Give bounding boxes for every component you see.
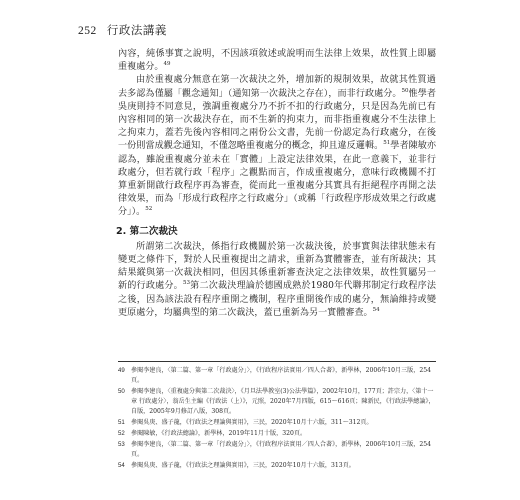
page-number: 252 <box>78 25 97 37</box>
footnote-ref[interactable]: 53 <box>182 280 190 287</box>
footnote-ref[interactable]: 49 <box>163 61 171 68</box>
footnote-ref[interactable]: 51 <box>383 140 391 147</box>
section-heading: 2. 第二次裁決 <box>116 225 178 237</box>
footnote: 49 參閱李建良，〈第二篇、第一章「行政處分」〉，《行政程序法實用／四人合著》，新學林，2006年10月三版，254頁。 <box>118 367 431 384</box>
footnote: 50 參閱李建良，〈重複處分與第二次裁決〉，《月旦法學教室(3)公法學篇》，2002年10月，177頁；許宗力，〈第十一章 行政處分〉，翁岳生主編《行政法（上）》，元照，2020年7月四版，615～616頁；陳新民，《行政法學總論》，自版，2005年9月修訂八版，308頁。 <box>118 388 435 415</box>
footnote-divider <box>118 361 436 362</box>
footnote: 51 參閱吳庚、盛子龍，《行政法之理論與實用》，三民，2020年10月十六版，311～312頁。 <box>118 419 373 426</box>
footnote: 52 參閱陳敏，《行政法總論》，新學林，2019年11月十版，320頁。 <box>118 430 307 437</box>
footnote-ref[interactable]: 50 <box>401 87 409 94</box>
page-header <box>78 22 167 38</box>
footnotes <box>118 366 436 472</box>
paragraph: 內容，純係事實之說明，不因該項敘述或說明而生法律上效果，故性質上即屬重複處分。$^{49}$ <box>118 49 436 73</box>
footnote: 54 參閱吳庚、盛子龍，《行政法之理論與實用》，三民，2020年10月十六版，313頁。 <box>118 462 355 469</box>
paragraph: 所謂第二次裁決，係指行政機關於第一次裁決後，於事實與法律狀態未有變更之條件下，對於人民重複提出之請求，重新為實體審查，並有所裁決；其結果縱與第一次裁決相同，但因其係重新審查決定之法律效果，故性質屬另一新的行政處分。$^{53}$第二次裁決理論於德國成熟於1980年代聯邦制定行政程序法之後，因為該法設有程序重開之機制，程序重開後作成的處分，無論維持或變更原處分，均屬典型的第二次裁決，蓋已重新為另一實體審查。$^{54}$ <box>118 241 436 318</box>
footnote-ref[interactable]: 54 <box>372 306 380 313</box>
footnote-ref[interactable]: 52 <box>145 206 153 213</box>
footnote: 53 參閱李建良，〈第二篇、第一章「行政處分」〉，《行政程序法實用／四人合著》，新學林，2006年10月三版，254頁。 <box>118 441 431 458</box>
main-text <box>118 48 436 320</box>
book-title: 行政法講義 <box>106 23 167 37</box>
paragraph: 由於重複處分無意在第一次裁決之外，增加新的規制效果，故就其性質過去多認為僅屬「觀念通知」（通知第一次裁決之存在），而非行政處分。$^{50}$惟學者吳庚則持不同意見，強調重複處分乃不折不扣的行政處分，只是因為先前已有內容相同的第一次裁決存在，而不生新的拘束力，而非指重複處分不生法律上之拘束力，蓋若先後內容相同之兩份公文書，先前一份認定為行政處分，在後一份則當成觀念通知，不僅忽略重複處分的概念，抑且違反邏輯。$^{51}$學者陳敏亦認為，雖說重複處分並未在「實體」上設定法律效果，在此一意義下，並非行政處分，但若就行政「程序」之觀點而言，作成重複處分，意味行政機關不打算重新開啟行政程序再為審查，從而此一重複處分其實具有拒絕程序再開之法律效果，而為「形成行政程序之行政處分」（或稱「行政程序形成效果之行政處分」）。$^{52}$ <box>118 75 436 218</box>
